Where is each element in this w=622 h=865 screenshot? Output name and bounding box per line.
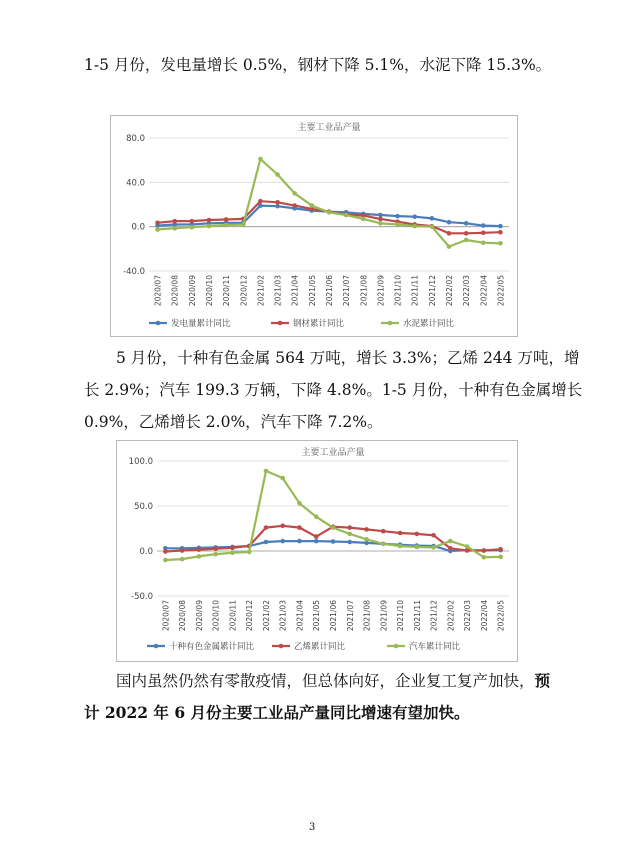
data-point bbox=[247, 550, 252, 555]
x-tick-label: 2022/04 bbox=[479, 275, 489, 307]
data-point bbox=[314, 515, 319, 520]
paragraph-1: 1-5 月份，发电量增长 0.5%，钢材下降 5.1%，水泥下降 15.3%。 bbox=[84, 56, 552, 74]
data-point bbox=[230, 546, 235, 551]
data-point bbox=[465, 544, 470, 549]
x-tick-label: 2020/12 bbox=[245, 600, 255, 632]
x-tick-label: 2022/03 bbox=[463, 600, 473, 632]
legend-marker bbox=[388, 321, 393, 326]
paragraph-3-bold-start: 预 bbox=[534, 671, 551, 690]
legend-marker bbox=[156, 321, 161, 326]
chart-2-svg bbox=[117, 441, 517, 661]
data-point bbox=[292, 191, 297, 196]
chart-title: 主要工业品产量 bbox=[297, 123, 361, 133]
data-point bbox=[395, 222, 400, 227]
data-point bbox=[224, 217, 229, 222]
data-point bbox=[197, 547, 202, 552]
data-point bbox=[230, 551, 235, 556]
x-tick-label: 2020/08 bbox=[170, 275, 180, 307]
paragraph-3-line-2: 计 2022 年 6 月份主要工业品产量同比增速有望加快。 bbox=[84, 703, 470, 722]
paragraph-3-line-1 bbox=[116, 670, 550, 692]
data-point bbox=[465, 548, 470, 553]
data-point bbox=[155, 220, 160, 225]
y-tick-label: -40.0 bbox=[123, 267, 145, 277]
x-tick-label: 2020/07 bbox=[153, 275, 163, 307]
chart-title: 主要工业品产量 bbox=[301, 448, 365, 458]
data-point bbox=[344, 213, 349, 218]
data-point bbox=[264, 525, 269, 530]
data-point bbox=[498, 547, 503, 552]
x-tick-label: 2021/08 bbox=[362, 600, 372, 632]
y-tick-label: 0.0 bbox=[139, 547, 153, 557]
data-point bbox=[448, 539, 453, 544]
data-point bbox=[381, 529, 386, 534]
x-tick-label: 2022/02 bbox=[445, 275, 454, 307]
data-point bbox=[398, 531, 403, 536]
x-tick-label: 2021/05 bbox=[312, 600, 322, 632]
data-point bbox=[241, 222, 246, 227]
data-point bbox=[481, 230, 486, 235]
chart-1-svg bbox=[111, 116, 517, 336]
x-tick-label: 2021/08 bbox=[359, 275, 369, 307]
data-point bbox=[190, 219, 195, 224]
legend-label: 汽车累计同比 bbox=[409, 642, 461, 652]
data-point bbox=[481, 240, 486, 245]
data-point bbox=[258, 199, 263, 204]
data-point bbox=[447, 220, 452, 225]
data-point bbox=[264, 469, 269, 474]
data-point bbox=[331, 525, 336, 530]
data-point bbox=[275, 200, 280, 205]
data-point bbox=[207, 224, 212, 229]
data-point bbox=[347, 525, 352, 530]
x-tick-label: 2020/10 bbox=[211, 600, 221, 632]
chart-2 bbox=[116, 440, 518, 662]
x-tick-label: 2022/04 bbox=[479, 600, 489, 632]
data-point bbox=[398, 544, 403, 549]
x-tick-label: 2021/02 bbox=[261, 600, 271, 632]
paragraph-3-text: 国内虽然仍然有零散疫情，但总体向好，企业复工复产加快， bbox=[116, 672, 535, 690]
data-point bbox=[415, 532, 420, 537]
x-tick-label: 2022/05 bbox=[496, 275, 506, 307]
data-point bbox=[180, 548, 185, 553]
data-point bbox=[163, 558, 168, 563]
legend-label: 十种有色金属累计同比 bbox=[169, 642, 255, 652]
x-tick-label: 2021/04 bbox=[295, 600, 305, 632]
x-tick-label: 2020/09 bbox=[194, 600, 204, 632]
data-point bbox=[190, 225, 195, 230]
x-tick-label: 2021/06 bbox=[329, 600, 338, 632]
data-point bbox=[163, 549, 168, 554]
data-point bbox=[412, 214, 417, 219]
x-tick-label: 2021/09 bbox=[379, 600, 389, 632]
data-point bbox=[331, 539, 336, 544]
data-point bbox=[213, 552, 218, 557]
data-point bbox=[364, 527, 369, 532]
data-point bbox=[213, 546, 218, 551]
paragraph-2-line-3: 0.9%，乙烯增长 2.0%，汽车下降 7.2%。 bbox=[84, 413, 383, 431]
x-tick-label: 2021/10 bbox=[396, 600, 406, 632]
legend-label: 钢材累计同比 bbox=[293, 319, 345, 329]
data-point bbox=[378, 217, 383, 222]
y-tick-label: 100.0 bbox=[128, 457, 153, 467]
series-line bbox=[158, 201, 501, 233]
data-point bbox=[448, 546, 453, 551]
data-point bbox=[464, 238, 469, 243]
legend-marker bbox=[278, 321, 283, 326]
data-point bbox=[498, 241, 503, 246]
y-tick-label: 0.0 bbox=[131, 222, 145, 233]
page-number: 3 bbox=[309, 822, 316, 833]
y-tick-label: 40.0 bbox=[126, 178, 145, 189]
data-point bbox=[314, 539, 319, 544]
legend-label: 发电量累计同比 bbox=[171, 319, 231, 329]
x-tick-label: 2021/03 bbox=[273, 275, 283, 307]
x-tick-label: 2020/08 bbox=[178, 600, 188, 632]
data-point bbox=[314, 534, 319, 539]
x-tick-label: 2022/02 bbox=[446, 600, 456, 632]
data-point bbox=[155, 227, 160, 232]
data-point bbox=[447, 231, 452, 236]
data-point bbox=[430, 216, 435, 221]
data-point bbox=[481, 223, 486, 228]
legend-marker bbox=[279, 644, 284, 649]
paragraph-2-line-2: 长 2.9%；汽车 199.3 万辆，下降 4.8%。1-5 月份，十种有色金属增长 bbox=[84, 381, 583, 399]
data-point bbox=[292, 203, 297, 208]
x-tick-label: 2021/09 bbox=[376, 275, 386, 307]
data-point bbox=[207, 218, 212, 223]
data-point bbox=[364, 537, 369, 542]
legend-marker bbox=[394, 644, 399, 649]
data-point bbox=[310, 203, 315, 208]
data-point bbox=[224, 223, 229, 228]
data-point bbox=[297, 501, 302, 506]
data-point bbox=[412, 224, 417, 229]
data-point bbox=[280, 539, 285, 544]
data-point bbox=[180, 557, 185, 562]
x-tick-label: 2021/07 bbox=[342, 275, 352, 307]
x-tick-label: 2021/12 bbox=[427, 275, 437, 307]
data-point bbox=[395, 214, 400, 219]
x-tick-label: 2020/09 bbox=[187, 275, 197, 307]
x-tick-label: 2022/05 bbox=[496, 600, 506, 632]
data-point bbox=[498, 555, 503, 560]
data-point bbox=[464, 231, 469, 236]
legend-label: 乙烯累计同比 bbox=[294, 642, 346, 652]
data-point bbox=[197, 554, 202, 559]
x-tick-label: 2021/06 bbox=[325, 275, 334, 307]
data-point bbox=[498, 224, 503, 229]
y-tick-label: 80.0 bbox=[126, 134, 145, 144]
x-tick-label: 2021/11 bbox=[412, 600, 422, 632]
x-tick-label: 2021/04 bbox=[290, 275, 300, 307]
data-point bbox=[415, 545, 420, 550]
data-point bbox=[431, 545, 436, 550]
data-point bbox=[347, 540, 352, 545]
data-point bbox=[430, 224, 435, 229]
x-tick-label: 2021/11 bbox=[410, 275, 420, 307]
data-point bbox=[280, 476, 285, 481]
chart-1 bbox=[110, 115, 518, 337]
y-tick-label: -50.0 bbox=[131, 592, 153, 602]
data-point bbox=[482, 555, 487, 560]
data-point bbox=[347, 532, 352, 537]
data-point bbox=[381, 542, 386, 547]
data-point bbox=[378, 221, 383, 226]
x-tick-label: 2020/11 bbox=[222, 275, 232, 307]
data-point bbox=[361, 217, 366, 222]
legend-marker bbox=[154, 644, 159, 649]
data-point bbox=[431, 533, 436, 538]
data-point bbox=[275, 172, 280, 177]
x-tick-label: 2020/12 bbox=[239, 275, 249, 307]
x-tick-label: 2020/11 bbox=[228, 600, 238, 632]
data-point bbox=[498, 230, 503, 235]
x-tick-label: 2021/12 bbox=[429, 600, 439, 632]
x-tick-label: 2021/02 bbox=[256, 275, 266, 307]
x-tick-label: 2021/07 bbox=[345, 600, 355, 632]
x-tick-label: 2022/03 bbox=[462, 275, 472, 307]
legend-label: 水泥累计同比 bbox=[403, 319, 455, 329]
x-tick-label: 2021/05 bbox=[307, 275, 317, 307]
x-tick-label: 2020/10 bbox=[205, 275, 214, 307]
data-point bbox=[172, 226, 177, 231]
data-point bbox=[280, 524, 285, 529]
data-point bbox=[297, 539, 302, 544]
y-tick-label: 50.0 bbox=[134, 502, 153, 512]
data-point bbox=[482, 548, 487, 553]
data-point bbox=[172, 219, 177, 224]
x-tick-label: 2021/10 bbox=[393, 275, 403, 307]
data-point bbox=[258, 157, 263, 162]
x-tick-label: 2021/03 bbox=[278, 600, 288, 632]
data-point bbox=[297, 525, 302, 530]
data-point bbox=[264, 540, 269, 545]
paragraph-2-line-1: 5 月份，十种有色金属 564 万吨，增长 3.3%；乙烯 244 万吨，增 bbox=[116, 349, 580, 367]
x-tick-label: 2020/07 bbox=[161, 600, 171, 632]
data-point bbox=[447, 244, 452, 249]
data-point bbox=[464, 221, 469, 226]
data-point bbox=[327, 210, 332, 215]
